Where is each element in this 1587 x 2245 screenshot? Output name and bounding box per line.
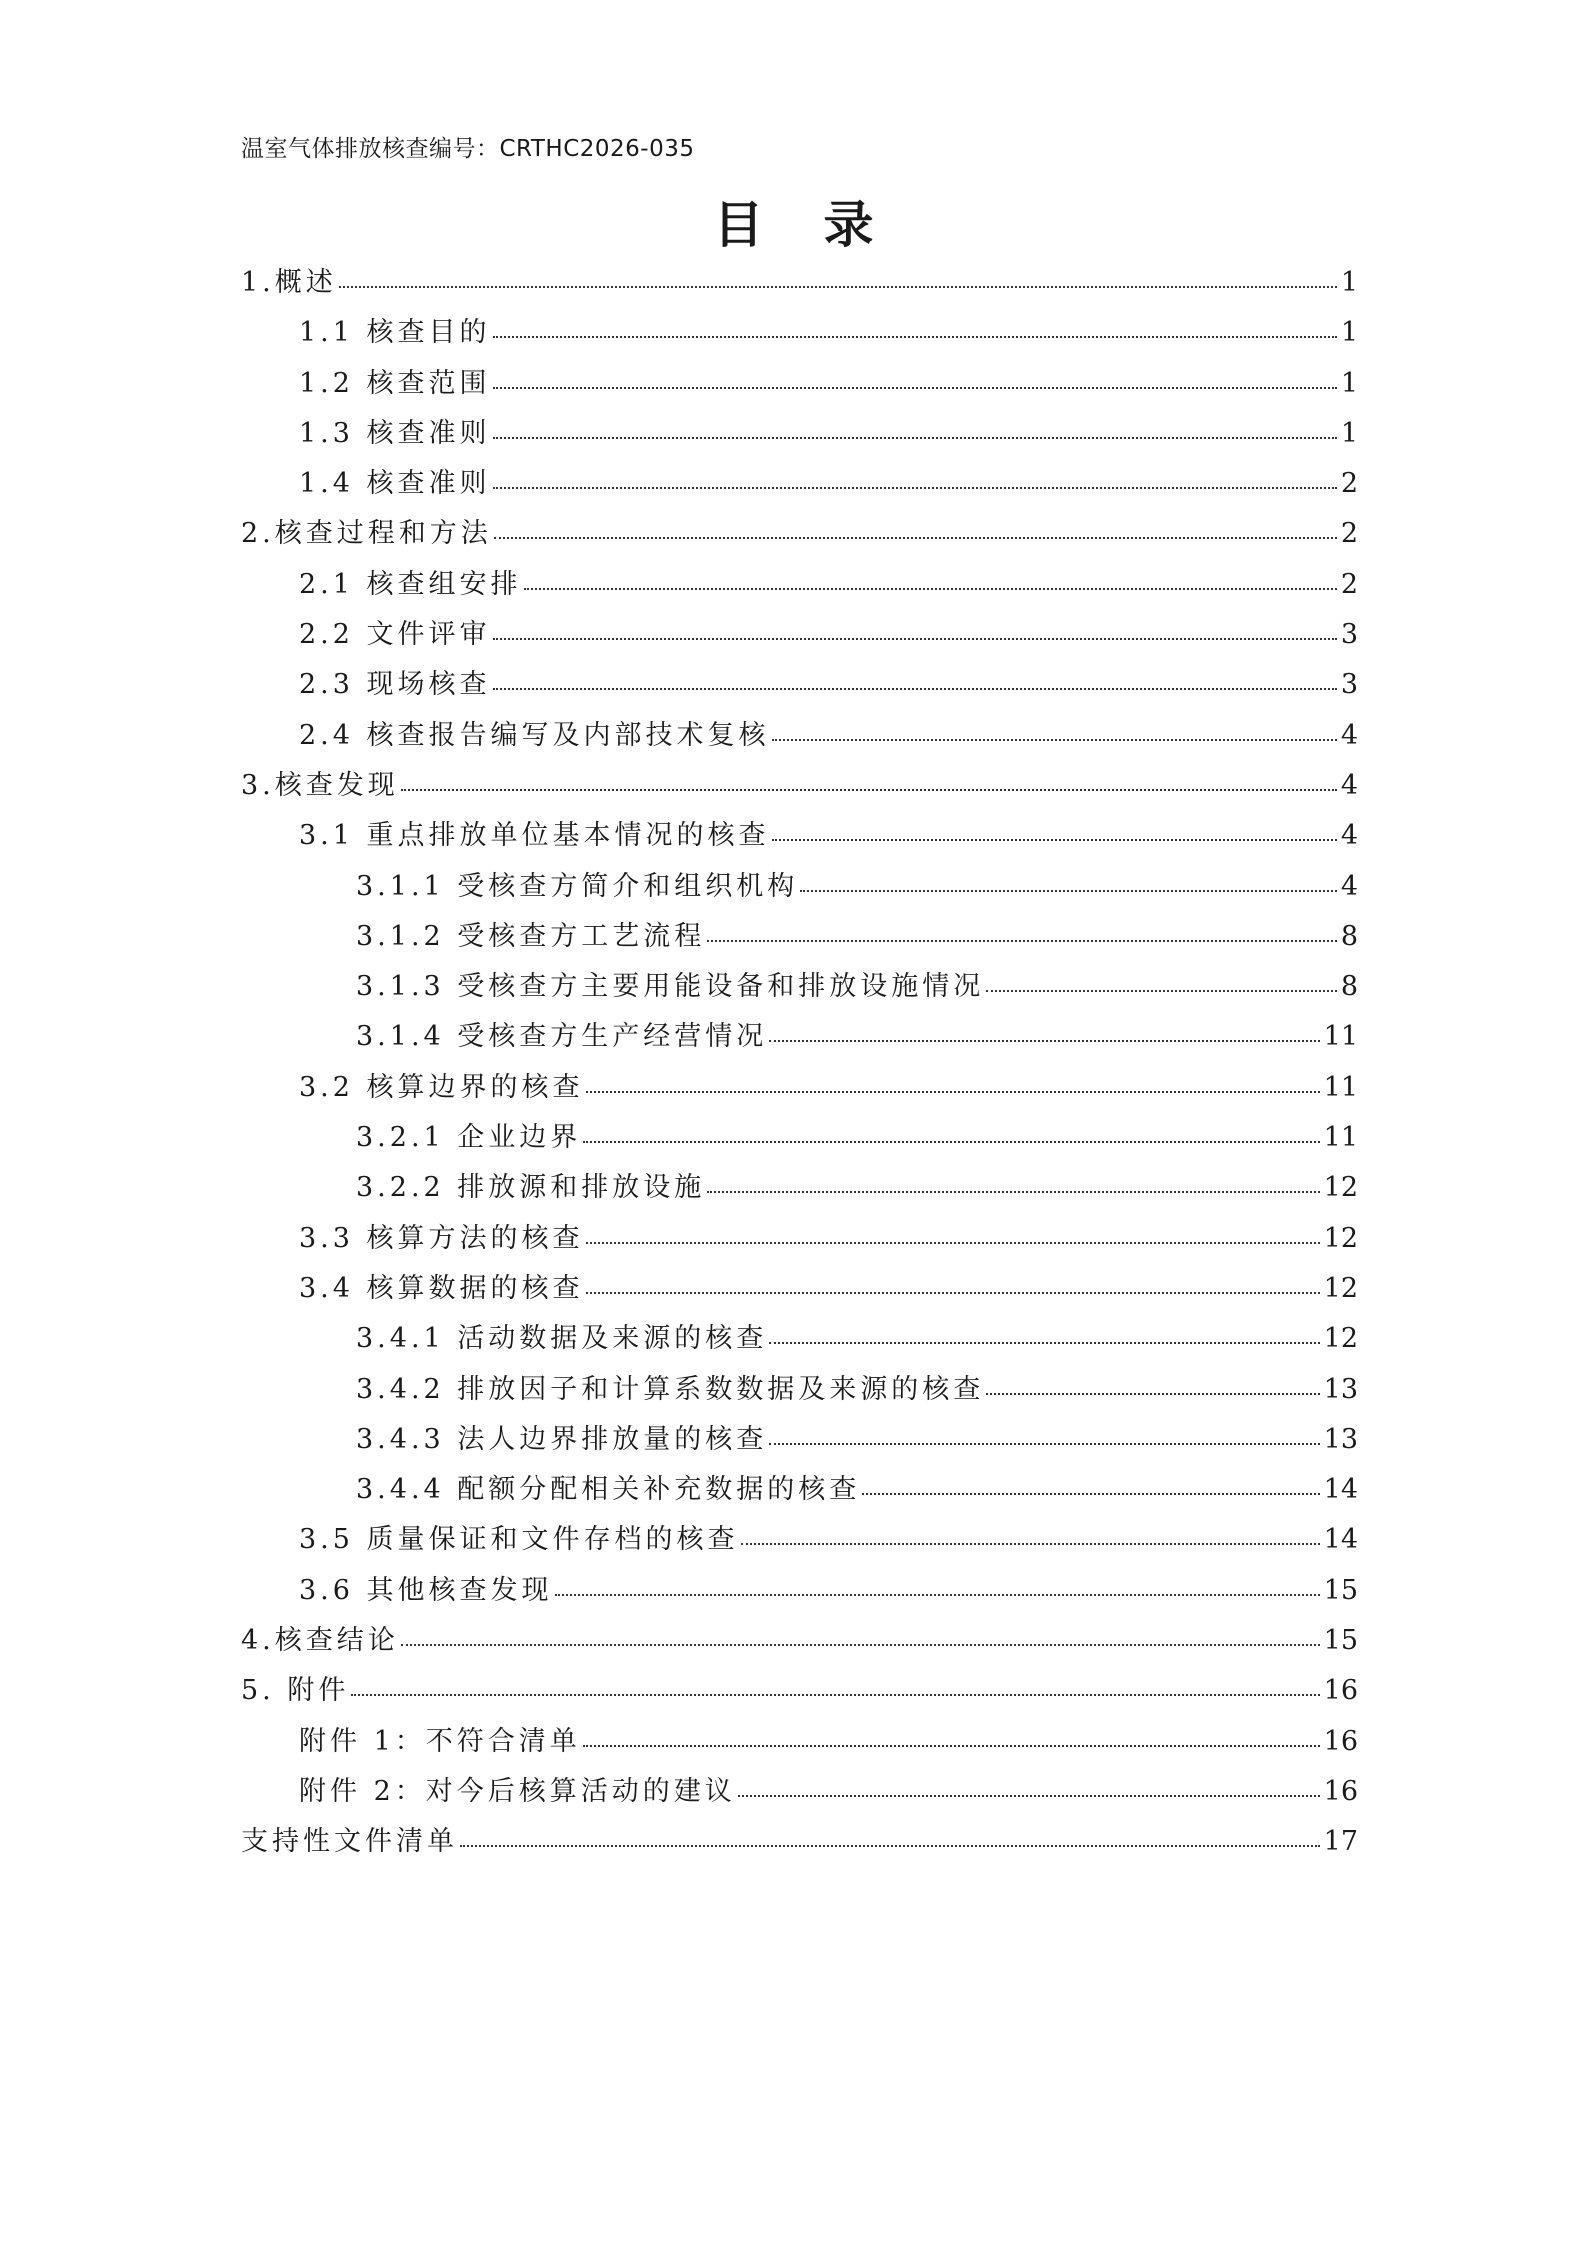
toc-dot-leader [772,739,1337,741]
toc-entry[interactable] [241,916,1358,966]
toc-dot-leader [800,890,1337,892]
toc-entry[interactable] [241,513,1358,563]
toc-entry-label: 1.1 核查目的 [299,317,491,349]
toc-entry[interactable] [241,715,1358,765]
toc-title: 目录 [713,196,934,254]
toc-entry[interactable] [241,815,1358,865]
toc-entry-page-number: 17 [1323,1826,1358,1858]
toc-entry-label: 3.1.1 受核查方简介和组织机构 [356,870,799,902]
toc-entry[interactable] [241,1469,1358,1519]
toc-dot-leader [583,1141,1319,1143]
toc-entry-page-number: 13 [1323,1423,1358,1455]
toc-entry-label: 附件 1：不符合清单 [299,1725,581,1757]
toc-entry[interactable] [241,1117,1358,1167]
toc-dot-leader [586,1091,1320,1093]
toc-entry-page-number: 1 [1340,417,1358,449]
toc-entry[interactable] [241,1821,1358,1871]
toc-entry-page-number: 1 [1340,317,1358,349]
toc-dot-leader [460,1845,1320,1847]
toc-entry-label: 1.4 核查准则 [299,468,491,500]
toc-entry-label: 2.核查过程和方法 [241,518,492,550]
toc-dot-leader [738,1795,1320,1797]
toc-entry-label: 3.1 重点排放单位基本情况的核查 [299,820,770,852]
toc-entry-label: 3.1.2 受核查方工艺流程 [356,920,706,952]
toc-entry-page-number: 1 [1340,267,1358,298]
toc-dot-leader [339,286,1337,288]
toc-entry[interactable] [241,1218,1358,1268]
toc-dot-leader [741,1543,1320,1545]
toc-entry-label: 2.3 现场核查 [299,669,491,701]
toc-entry-label: 1.3 核查准则 [299,417,491,449]
toc-dot-leader [707,940,1337,942]
toc-dot-leader [862,1493,1319,1495]
toc-entry-page-number: 4 [1340,769,1358,801]
toc-dot-leader [401,789,1337,791]
toc-entry[interactable] [241,262,1358,312]
toc-entry-label: 3.6 其他核查发现 [299,1574,553,1606]
toc-entry-label: 3.2.2 排放源和排放设施 [356,1172,706,1204]
toc-entry-page-number: 2 [1340,568,1358,600]
toc-entry-label: 附件 2：对今后核算活动的建议 [299,1775,736,1807]
toc-dot-leader [986,990,1337,992]
toc-dot-leader [772,839,1337,841]
toc-dot-leader [493,487,1337,489]
toc-entry[interactable] [241,564,1358,614]
toc-entry[interactable] [241,413,1358,463]
toc-entry-page-number: 4 [1340,870,1358,902]
toc-entry-label: 3.2.1 企业边界 [356,1122,582,1154]
toc-dot-leader [769,1040,1319,1042]
toc-dot-leader [707,1191,1319,1193]
toc-entry-page-number: 1 [1340,367,1358,399]
toc-dot-leader [401,1644,1320,1646]
toc-entry[interactable] [241,664,1358,714]
toc-entry-label: 3.4.1 活动数据及来源的核查 [356,1323,768,1355]
toc-entry-page-number: 12 [1323,1272,1358,1304]
toc-entry[interactable] [241,1419,1358,1469]
toc-dot-leader [493,638,1337,640]
toc-dot-leader [494,537,1337,539]
toc-entry[interactable] [241,1067,1358,1117]
toc-entry[interactable] [241,765,1358,815]
toc-dot-leader [583,1745,1320,1747]
toc-dot-leader [769,1342,1319,1344]
toc-entry[interactable] [241,1519,1358,1569]
toc-entry[interactable] [241,312,1358,362]
toc-dot-leader [769,1443,1319,1445]
table-of-contents [241,262,1358,1872]
toc-entry[interactable] [241,363,1358,413]
toc-entry[interactable] [241,1268,1358,1318]
toc-entry[interactable] [241,1570,1358,1620]
toc-entry-page-number: 3 [1340,669,1358,701]
toc-entry-label: 支持性文件清单 [241,1826,458,1858]
toc-entry[interactable] [241,1369,1358,1419]
toc-entry-page-number: 8 [1340,971,1358,1003]
toc-dot-leader [493,336,1337,338]
toc-entry-label: 1.2 核查范围 [299,367,491,399]
toc-entry-page-number: 8 [1340,920,1358,952]
toc-entry-label: 3.4.4 配额分配相关补充数据的核查 [356,1474,861,1506]
toc-dot-leader [555,1594,1320,1596]
toc-entry-page-number: 15 [1323,1574,1358,1606]
toc-entry-page-number: 14 [1323,1524,1358,1556]
toc-entry-label: 3.核查发现 [241,769,399,801]
toc-entry[interactable] [241,1620,1358,1670]
toc-entry-label: 3.3 核算方法的核查 [299,1222,584,1254]
toc-entry-label: 4.核查结论 [241,1625,399,1657]
toc-entry-page-number: 2 [1340,518,1358,550]
toc-entry-page-number: 11 [1323,1021,1358,1053]
toc-entry[interactable] [241,1167,1358,1217]
toc-dot-leader [986,1393,1319,1395]
toc-entry-label: 3.4.3 法人边界排放量的核查 [356,1423,768,1455]
toc-entry-page-number: 15 [1323,1625,1358,1657]
toc-entry-page-number: 12 [1323,1172,1358,1204]
toc-dot-leader [524,588,1337,590]
toc-entry-page-number: 13 [1323,1373,1358,1405]
toc-dot-leader [586,1242,1320,1244]
toc-dot-leader [493,437,1337,439]
toc-entry-label: 1.概述 [241,267,337,298]
toc-entry-label: 3.5 质量保证和文件存档的核查 [299,1524,739,1556]
toc-entry-page-number: 4 [1340,820,1358,852]
toc-entry[interactable] [241,1318,1358,1368]
toc-entry-page-number: 14 [1323,1474,1358,1506]
toc-entry-page-number: 12 [1323,1323,1358,1355]
toc-entry-label: 3.4.2 排放因子和计算系数数据及来源的核查 [356,1373,985,1405]
toc-entry-page-number: 3 [1340,619,1358,651]
toc-entry-label: 2.2 文件评审 [299,619,491,651]
toc-entry[interactable] [241,463,1358,513]
toc-entry-page-number: 12 [1323,1222,1358,1254]
toc-entry[interactable] [241,614,1358,664]
toc-entry-label: 3.1.3 受核查方主要用能设备和排放设施情况 [356,971,985,1003]
toc-entry-label: 2.4 核查报告编写及内部技术复核 [299,719,770,751]
toc-entry-page-number: 11 [1323,1071,1358,1103]
toc-entry-label: 3.1.4 受核查方生产经营情况 [356,1021,768,1053]
toc-entry-page-number: 16 [1323,1725,1358,1757]
toc-entry[interactable] [241,966,1358,1016]
toc-entry[interactable] [241,866,1358,916]
toc-dot-leader [586,1292,1320,1294]
report-number-header: 温室气体排放核查编号：CRTHC2026-035 [241,136,695,162]
toc-entry[interactable] [241,1721,1358,1771]
toc-dot-leader [351,1694,1319,1696]
toc-entry-page-number: 4 [1340,719,1358,751]
toc-dot-leader [493,387,1337,389]
toc-entry-label: 2.1 核查组安排 [299,568,522,600]
toc-entry-label: 3.2 核算边界的核查 [299,1071,584,1103]
toc-entry-label: 5. 附件 [241,1675,350,1707]
toc-entry[interactable] [241,1771,1358,1821]
toc-entry-page-number: 11 [1323,1122,1358,1154]
toc-entry-label: 3.4 核算数据的核查 [299,1272,584,1304]
toc-entry-page-number: 16 [1323,1775,1358,1807]
toc-entry[interactable] [241,1016,1358,1066]
toc-entry[interactable] [241,1670,1358,1720]
toc-entry-page-number: 16 [1323,1675,1358,1707]
toc-entry-page-number: 2 [1340,468,1358,500]
toc-dot-leader [493,688,1337,690]
